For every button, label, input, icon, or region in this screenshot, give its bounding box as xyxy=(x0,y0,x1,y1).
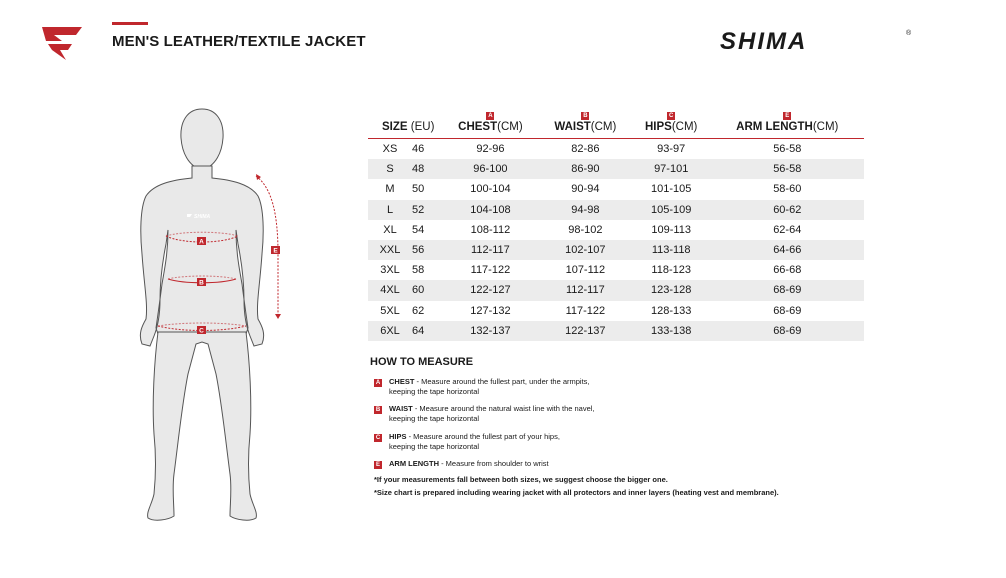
brand-name: SHIMA xyxy=(720,30,808,52)
marker-e xyxy=(271,246,280,255)
note-protectors: *Size chart is prepared including wearing jacket with all protectors and inner layers (heating vest and membrane). xyxy=(374,488,779,497)
title-accent-line xyxy=(112,22,148,25)
badge-c: C xyxy=(375,435,381,441)
badge-b: B xyxy=(375,407,381,413)
col-hips: C HIPS(CM) xyxy=(632,112,711,139)
table-row: 6XL 64 132-137 122-137 133-138 68-69 xyxy=(368,321,864,341)
table-row: 3XL 58 117-122 107-112 118-123 66-68 xyxy=(380,264,802,277)
table-row: 4XL 60 122-127 112-117 123-128 68-69 xyxy=(368,280,864,300)
note-between-sizes: *If your measurements fall between both sizes, we suggest choose the bigger one. xyxy=(374,475,668,484)
table-row: 5XL 62 127-132 117-122 128-133 68-69 xyxy=(380,304,802,317)
table-row: L 52 104-108 94-98 105-109 60-62 xyxy=(368,200,864,220)
table-header-row xyxy=(368,112,864,139)
badge-a: A xyxy=(375,380,381,386)
badge-a: A xyxy=(488,113,493,119)
marker-a xyxy=(197,237,206,246)
col-size: SIZE (EU) xyxy=(368,112,442,139)
badge-e: E xyxy=(375,462,380,468)
marker-e-label: E xyxy=(273,247,278,255)
shima-logo xyxy=(720,30,906,52)
marker-b xyxy=(197,278,206,287)
how-to-measure-title: HOW TO MEASURE xyxy=(370,356,474,368)
marker-a-label: A xyxy=(199,238,204,246)
badge-b: B xyxy=(583,113,588,119)
registered-mark: ® xyxy=(906,30,912,37)
marker-b-label: B xyxy=(199,279,204,287)
measure-chest: A CHEST - Measure around the fullest part, under the armpits, keeping the tape horizontal xyxy=(375,377,590,396)
col-waist: B WAIST(CM) xyxy=(539,112,632,139)
table-row: M 50 100-104 90-94 101-105 58-60 xyxy=(385,183,802,196)
badge-c: C xyxy=(669,113,674,119)
badge-e: E xyxy=(785,113,790,119)
chest-logo: SHIMA xyxy=(194,214,211,220)
measure-waist: B WAIST - Measure around the natural waist line with the navel, keeping the tape horizontal xyxy=(375,404,595,423)
page-title: MEN'S LEATHER/TEXTILE JACKET xyxy=(112,33,366,50)
table-row: XL 54 108-112 98-102 109-113 62-64 xyxy=(383,223,802,236)
shima-emblem-icon xyxy=(42,24,88,60)
table-row: XXL 56 112-117 102-107 113-118 64-66 xyxy=(368,240,864,260)
table-row: S 48 96-100 86-90 97-101 56-58 xyxy=(368,159,864,179)
col-arm: E ARM LENGTH(CM) xyxy=(711,112,864,139)
col-chest: A CHEST(CM) xyxy=(442,112,539,139)
measure-arm: E ARM LENGTH - Measure from shoulder to wrist xyxy=(375,459,549,468)
measure-hips: C HIPS - Measure around the fullest part of your hips, keeping the tape horizontal xyxy=(375,432,560,451)
marker-c-label: C xyxy=(199,327,204,335)
body-figure xyxy=(132,104,292,534)
marker-c xyxy=(197,326,206,335)
table-row: XS 46 92-96 82-86 93-97 56-58 xyxy=(382,143,802,156)
size-table xyxy=(368,112,864,341)
